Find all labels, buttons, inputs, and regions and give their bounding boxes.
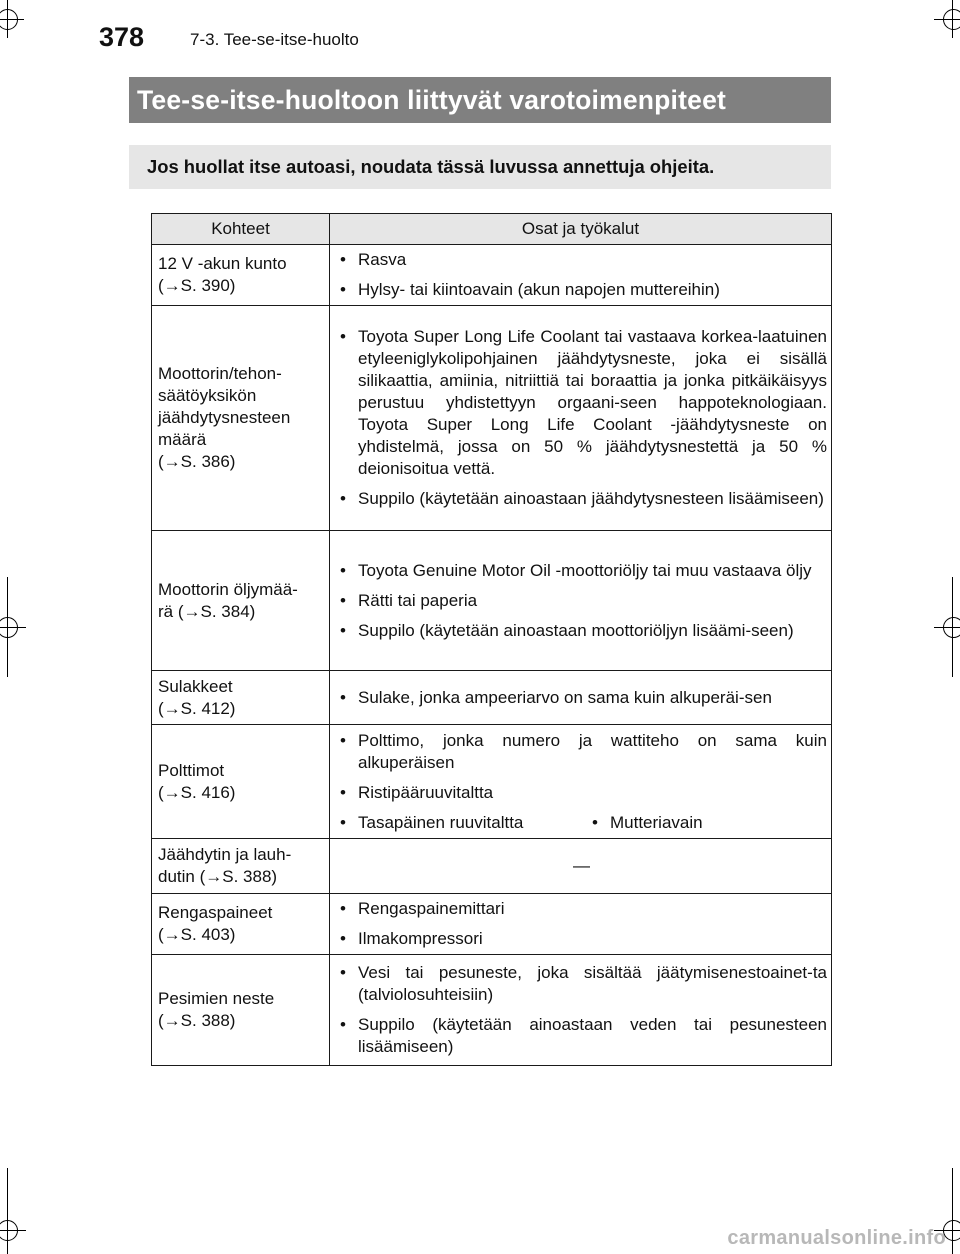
row-subject: Moottorin öljymää- rä (→S. 384) [152, 531, 330, 671]
row-subject: Jäähdytin ja lauh- dutin (→S. 388) [152, 839, 330, 894]
list-item: • Rasva [336, 249, 827, 271]
tools-table [151, 213, 832, 1066]
list-item: • Suppilo (käytetään ainoastaan veden tai pesunesteen lisäämiseen) [336, 1014, 827, 1058]
row-tools [330, 671, 832, 725]
table-row [152, 531, 832, 671]
table-header-row [152, 214, 832, 245]
table-row [152, 725, 832, 839]
row-subject: Moottorin/tehon- säätöyksikön jäähdytysnesteen määrä (→S. 386) [152, 306, 330, 531]
list-item: • Rengaspainemittari [336, 898, 827, 920]
list-item: • Suppilo (käytetään ainoastaan moottoriöljyn lisäämi-seen) [336, 620, 827, 642]
crop-mark-top-right [928, 0, 960, 40]
list-item: • Polttimo, jonka numero ja wattiteho on sama kuin alkuperäisen [336, 730, 827, 774]
list-item: • Suppilo (käytetään ainoastaan jäähdytysnesteen lisäämiseen) [336, 488, 827, 510]
row-tools [330, 531, 832, 671]
row-subject: Rengaspaineet (→S. 403) [152, 894, 330, 955]
row-subject: 12 V -akun kunto (→S. 390) [152, 245, 330, 306]
table-row [152, 839, 832, 894]
list-item: • Sulake, jonka ampeeriarvo on sama kuin alkuperäi-sen [336, 687, 827, 709]
list-item: • Ilmakompressori [336, 928, 827, 950]
row-subject: Sulakkeet (→S. 412) [152, 671, 330, 725]
list-item: • Mutteriavain [588, 812, 703, 834]
table-row [152, 306, 832, 531]
watermark: carmanualsonline.info [727, 1227, 946, 1249]
crop-mark-middle-right [928, 577, 960, 677]
column-header-tools: Osat ja työkalut [330, 214, 832, 245]
section-reference: 7-3. Tee-se-itse-huolto [190, 30, 359, 49]
crop-mark-top-left [0, 0, 30, 40]
row-subject: Polttimot (→S. 416) [152, 725, 330, 839]
row-tools [330, 955, 832, 1066]
row-subject: Pesimien neste (→S. 388) [152, 955, 330, 1066]
list-item: • Ristipääruuvitaltta [336, 782, 827, 804]
intro-note: Jos huollat itse autoasi, noudata tässä luvussa annettuja ohjeita. [129, 145, 831, 189]
crop-mark-bottom-left [0, 1168, 30, 1254]
row-tools [330, 306, 832, 531]
table-row [152, 671, 832, 725]
list-item: • Toyota Super Long Life Coolant tai vastaava korkea-laatuinen etyleeniglykolipohjainen jäähdytysneste, joka ei sisällä silikaattia, amiinia, nitriittiä tai boraattia ja jonka pitkäikäisyys perustuu yhdistettyyn orgaani-seen happoteknologiaan. Toyota Super Long Life Coolant -jäähdytysneste on yhdistelmä, jossa on 50 % jäähdytysnestettä ja 50 % deionisoitua vettä. [336, 326, 827, 480]
list-item: • Hylsy- tai kiintoavain (akun napojen muttereihin) [336, 279, 827, 301]
section-title: Tee-se-itse-huoltoon liittyvät varotoimenpiteet [129, 77, 831, 123]
row-tools [330, 245, 832, 306]
table-row [152, 955, 832, 1066]
list-item: • Rätti tai paperia [336, 590, 827, 612]
row-tools [330, 725, 832, 839]
list-item: • Toyota Genuine Motor Oil -moottoriöljy tai muu vastaava öljy [336, 560, 827, 582]
list-item: • Vesi tai pesuneste, joka sisältää jäätymisenestoainet-ta (talviolosuhteisiin) [336, 962, 827, 1006]
crop-mark-middle-left [0, 577, 30, 677]
row-tools-empty: — [330, 839, 832, 894]
table-row [152, 894, 832, 955]
page-number: 378 [99, 22, 145, 52]
list-item: • Tasapäinen ruuvitaltta [336, 812, 588, 834]
row-tools [330, 894, 832, 955]
column-header-items: Kohteet [152, 214, 330, 245]
table-row [152, 245, 832, 306]
